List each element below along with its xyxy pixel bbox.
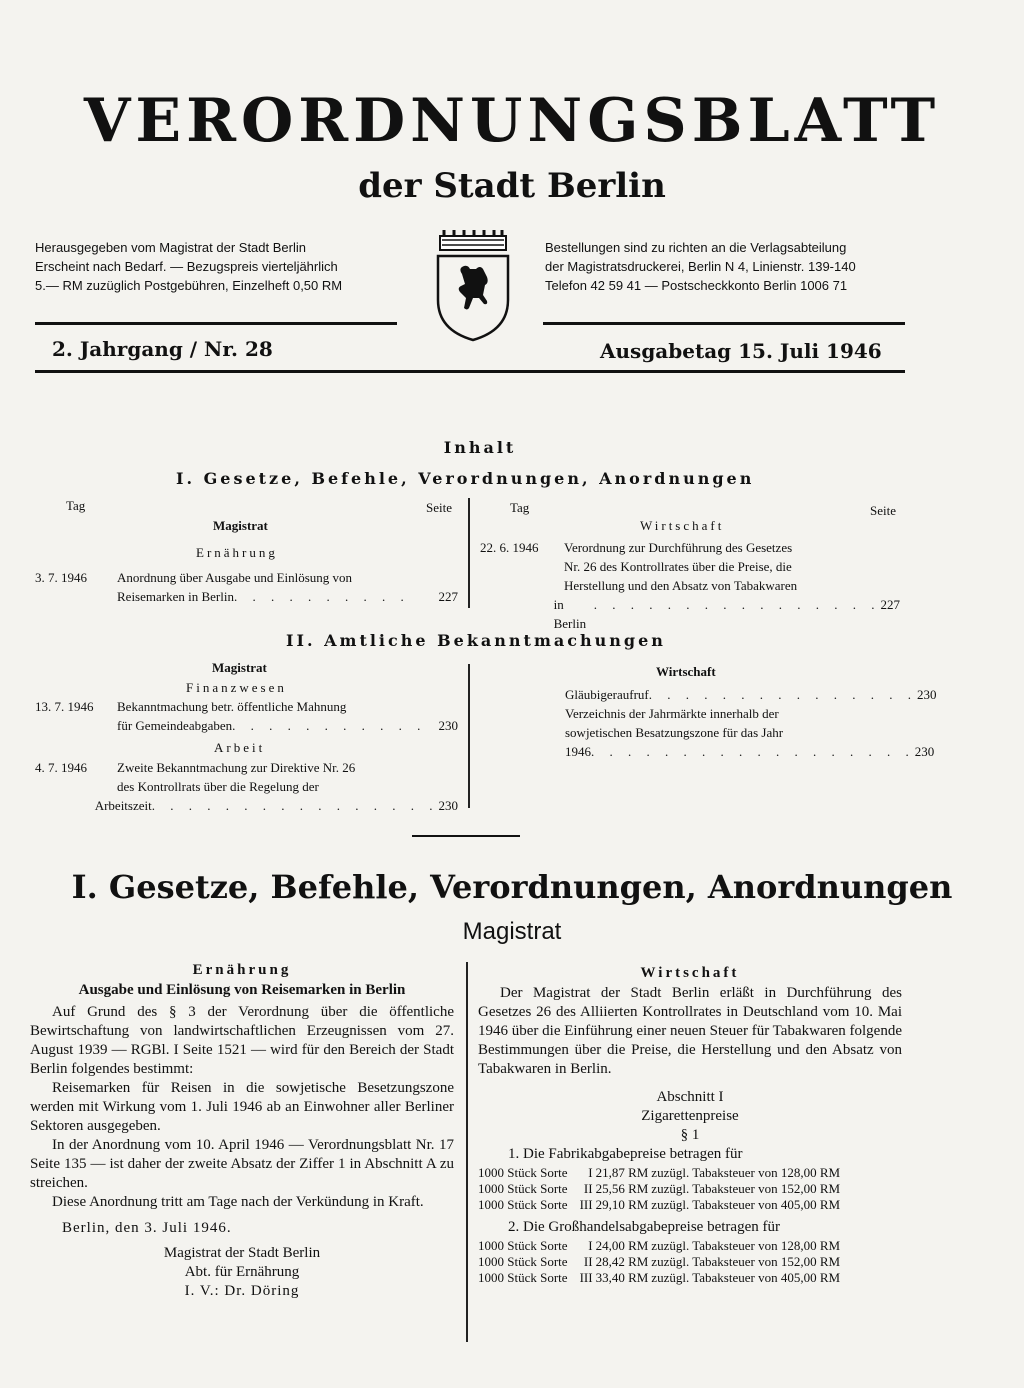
- masthead-subtitle: der Stadt Berlin: [358, 166, 666, 206]
- entry-page: 230: [438, 718, 458, 733]
- order-line: Bestellungen sind zu richten an die Verlagsabteilung: [545, 240, 847, 255]
- entry-page: 227: [438, 589, 458, 604]
- signature-line: Magistrat der Stadt Berlin: [163, 1245, 321, 1261]
- table-cell: zuzügl. Tabaksteuer von 128,00 RM: [651, 1238, 841, 1253]
- order-info: [545, 238, 905, 295]
- col-day-label: Tag: [66, 498, 86, 513]
- toc-group: Wirtschaft: [640, 518, 725, 533]
- toc-entry: Gläubigeraufruf . . . . . . . . . . . . . . . 230 Verzeichnis der Jahrmärkte innerhalb der sowjetischen Besatzungszone für das Jahr 1946 . . . . . . . . . . . . . . . . . . 230: [565, 687, 937, 759]
- masthead-title: VERORDNUNGSBLATT: [83, 86, 941, 156]
- publisher-info: [35, 238, 405, 295]
- left-column: [30, 962, 454, 1300]
- table-cell: I: [588, 1165, 593, 1180]
- table-cell: 1000 Stück Sorte: [478, 1270, 568, 1285]
- berlin-bear-crest-icon: [432, 230, 514, 342]
- publisher-line: 5.— RM zuzüglich Postgebühren, Einzelheft 0,50 RM: [35, 278, 343, 293]
- table-cell: 1000 Stück Sorte: [478, 1165, 568, 1180]
- table-cell: 1000 Stück Sorte: [478, 1238, 568, 1253]
- table-row: [478, 1254, 843, 1270]
- signature-line: Abt. für Ernährung: [184, 1264, 300, 1280]
- entry-text: Nr. 26 des Kontrollrates über die Preise, die: [564, 559, 792, 574]
- table-cell: 29,10 RM: [595, 1197, 649, 1212]
- table-cell: zuzügl. Tabaksteuer von 152,00 RM: [651, 1254, 841, 1269]
- publisher-line: Erscheint nach Bedarf. — Bezugspreis vierteljährlich: [35, 259, 338, 274]
- table-cell: II: [583, 1181, 593, 1196]
- toc-subgroup: Ernährung: [196, 545, 278, 560]
- entry-text: Anordnung über Ausgabe und Einlösung von: [117, 570, 353, 585]
- entry-page: 230: [917, 687, 937, 702]
- table-cell: 25,56 RM: [595, 1181, 649, 1196]
- section-divider: [412, 835, 520, 837]
- toc-section-1: I. Gesetze, Befehle, Verordnungen, Anordnungen: [176, 469, 755, 488]
- entry-text: Verzeichnis der Jahrmärkte innerhalb der: [565, 706, 779, 721]
- table-cell: I: [588, 1238, 593, 1253]
- col-page-label: Seite: [870, 503, 896, 518]
- entry-text: 1946: [565, 744, 591, 759]
- entry-text: in Berlin: [553, 597, 587, 631]
- entry-text: Herstellung und den Absatz von Tabakwaren: [564, 578, 798, 593]
- column-divider: [466, 962, 468, 1342]
- table-row: [478, 1238, 843, 1254]
- table-cell: zuzügl. Tabaksteuer von 152,00 RM: [651, 1181, 841, 1196]
- toc-subgroup: Arbeit: [214, 740, 266, 755]
- toc-section-2: II. Amtliche Bekanntmachungen: [286, 631, 666, 650]
- table-cell: 28,42 RM: [595, 1254, 649, 1269]
- table-cell: zuzügl. Tabaksteuer von 405,00 RM: [651, 1270, 841, 1285]
- entry-text: Verordnung zur Durchführung des Gesetzes: [564, 540, 793, 555]
- price-table-wholesale: [478, 1238, 843, 1286]
- header-rule-right: [543, 322, 905, 325]
- place-date: Berlin, den 3. Juli 1946.: [62, 1220, 232, 1236]
- table-cell: zuzügl. Tabaksteuer von 405,00 RM: [651, 1197, 841, 1212]
- col-day-label: Tag: [510, 500, 530, 515]
- table-row: [478, 1165, 843, 1181]
- entry-text: für Gemeindeabgaben: [117, 718, 233, 733]
- entry-page: 230: [914, 744, 935, 759]
- paragraph: Auf Grund des § 3 der Verordnung über die öffentliche Bewirtschaftung von landwirtschaftlichen Erzeugnissen vom 27. August 1939 — RGBl. I Seite 1521 — wird für den Bereich der Stadt Berlin folgendes bestimmt:: [30, 1004, 454, 1077]
- toc-divider: [468, 664, 470, 808]
- toc-subgroup: Finanzwesen: [186, 680, 287, 695]
- entry-date: 4. 7. 1946: [35, 760, 87, 775]
- right-body: [478, 984, 902, 1079]
- left-heading: Ernährung: [192, 962, 292, 978]
- section-label: Abschnitt I: [656, 1089, 724, 1105]
- main-section-subtitle: Magistrat: [462, 918, 562, 945]
- publisher-line: Herausgegeben vom Magistrat der Stadt Berlin: [35, 240, 306, 255]
- toc-divider: [468, 498, 470, 608]
- issue-volume: 2. Jahrgang / Nr. 28: [52, 337, 273, 361]
- section-title: Zigarettenpreise: [641, 1108, 739, 1124]
- entry-text: Zweite Bekanntmachung zur Direktive Nr. 26: [117, 760, 356, 775]
- signature-line: I. V.: Dr. Döring: [184, 1283, 300, 1299]
- toc-group: Magistrat: [213, 518, 268, 533]
- entry-date: 13. 7. 1946: [35, 699, 94, 714]
- item-heading: 1. Die Fabrikabgabepreise betragen für: [508, 1146, 743, 1162]
- entry-text: sowjetischen Besatzungszone für das Jahr: [565, 725, 784, 740]
- table-cell: III: [579, 1270, 593, 1285]
- table-cell: 21,87 RM: [595, 1165, 649, 1180]
- table-row: [478, 1197, 843, 1213]
- entry-date: 3. 7. 1946: [35, 570, 87, 585]
- col-page-label: Seite: [426, 500, 452, 515]
- entry-text: Reisemarken in Berlin: [117, 589, 234, 604]
- entry-text: Bekanntmachung betr. öffentliche Mahnung: [117, 699, 347, 714]
- toc-entry: 3. 7. 1946 Anordnung über Ausgabe und Einlösung von Reisemarken in Berlin . . . . . . . . . . 227: [35, 570, 458, 604]
- right-column: [478, 965, 902, 1286]
- paragraph: Diese Anordnung tritt am Tage nach der Verkündung in Kraft.: [52, 1194, 424, 1210]
- issue-date: Ausgabetag 15. Juli 1946: [600, 339, 882, 363]
- table-cell: zuzügl. Tabaksteuer von 128,00 RM: [651, 1165, 841, 1180]
- toc-entry: 4. 7. 1946 Zweite Bekanntmachung zur Direktive Nr. 26 des Kontrollrats über die Regelung der Arbeitszeit . . . . . . . . . . . . . . . . 230: [35, 760, 458, 813]
- order-line: der Magistratsdruckerei, Berlin N 4, Linienstr. 139-140: [545, 259, 856, 274]
- table-cell: 24,00 RM: [595, 1238, 649, 1253]
- toc-group: Wirtschaft: [656, 664, 716, 679]
- table-cell: 1000 Stück Sorte: [478, 1197, 568, 1212]
- right-heading: Wirtschaft: [640, 965, 740, 981]
- table-cell: 33,40 RM: [595, 1270, 649, 1285]
- table-cell: 1000 Stück Sorte: [478, 1254, 568, 1269]
- item-heading: 2. Die Großhandelsabgabepreise betragen für: [508, 1219, 780, 1235]
- order-line: Telefon 42 59 41 — Postscheckkonto Berlin 1006 71: [545, 278, 848, 293]
- table-row: [478, 1270, 843, 1286]
- entry-page: 230: [438, 798, 458, 813]
- left-subheading: Ausgabe und Einlösung von Reisemarken in Berlin: [78, 982, 406, 998]
- table-cell: II: [583, 1254, 593, 1269]
- entry-date: 22. 6. 1946: [480, 540, 539, 555]
- table-row: [478, 1181, 843, 1197]
- paragraph: Der Magistrat der Stadt Berlin erläßt in Durchführung des Gesetzes 26 des Alliierten Kontrollrates in Deutschland vom 10. Mai 1946 über die Einführung einer neuen Steuer für Tabakwaren folgende Bestimmungen über die Preise, die Herstellung und den Absatz von Tabakwaren in Berlin.: [478, 985, 902, 1077]
- table-cell: 1000 Stück Sorte: [478, 1181, 568, 1196]
- entry-page: 227: [880, 597, 900, 612]
- header-rule-bottom: [35, 370, 905, 373]
- price-table-factory: [478, 1165, 843, 1213]
- paragraph: Reisemarken für Reisen in die sowjetische Besetzungszone werden mit Wirkung vom 1. Juli 1946 ab an Einwohner aller Berliner Sektoren ausgegeben.: [30, 1080, 454, 1134]
- toc-title: Inhalt: [443, 438, 517, 457]
- toc-group: Magistrat: [212, 660, 267, 675]
- paragraph: In der Anordnung vom 10. April 1946 — Verordnungsblatt Nr. 17 Seite 135 — ist daher der zweite Absatz der Ziffer 1 in Abschnitt A zu streichen.: [30, 1137, 454, 1191]
- toc-entry: 22. 6. 1946 Verordnung zur Durchführung des Gesetzes Nr. 26 des Kontrollrates über die Preise, die Herstellung und den Absatz von Tabakwaren in Berlin . . . . . . . . . . . . . . . . 227: [480, 540, 900, 631]
- entry-text: des Kontrollrats über die Regelung der: [117, 779, 319, 794]
- paragraph-number: § 1: [680, 1127, 700, 1143]
- main-section-title: I. Gesetze, Befehle, Verordnungen, Anordnungen: [71, 868, 953, 906]
- entry-text: Gläubigeraufruf: [565, 687, 649, 702]
- toc-entry: 13. 7. 1946 Bekanntmachung betr. öffentliche Mahnung für Gemeindeabgaben . . . . . . . . . . . 230: [35, 699, 458, 733]
- left-body: [30, 1003, 454, 1212]
- header-rule-left: [35, 322, 397, 325]
- table-cell: III: [579, 1197, 593, 1212]
- entry-text: Arbeitszeit: [94, 798, 152, 813]
